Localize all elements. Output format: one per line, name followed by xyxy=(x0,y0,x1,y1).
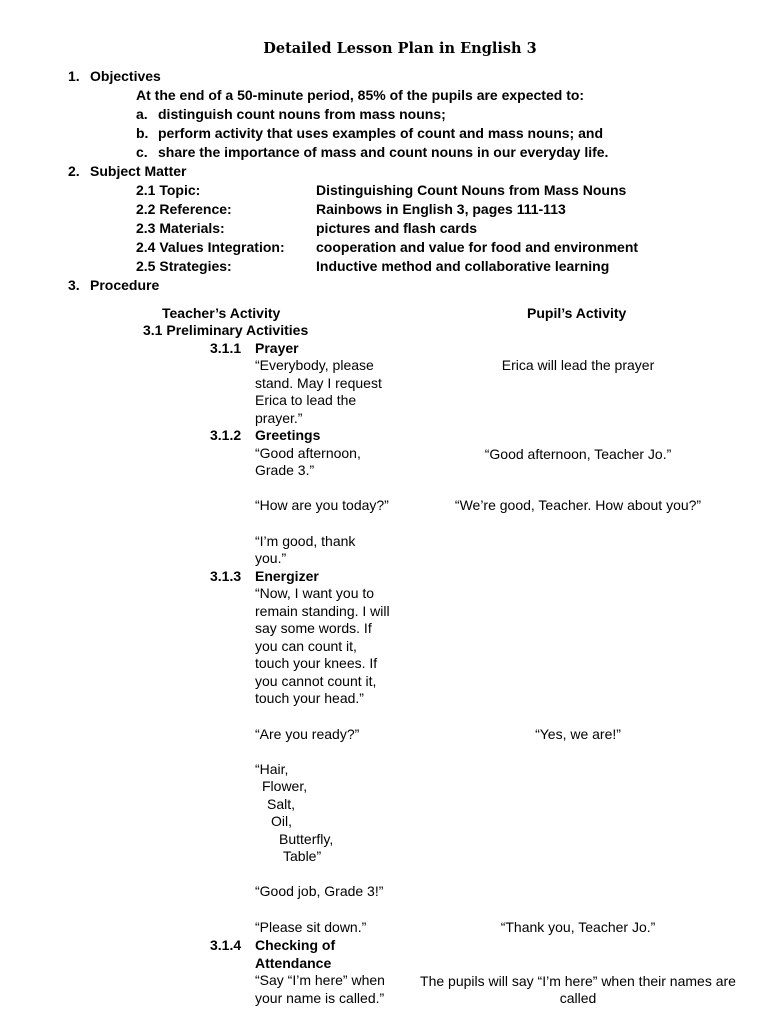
greetings-teacher-reply: “I’m good, thank xyxy=(255,533,356,549)
objective-c-text: share the importance of mass and count nouns in our everyday life. xyxy=(158,144,609,160)
materials-label: 2.3 Materials: xyxy=(136,220,225,236)
attendance-teacher-line: your name is called.” xyxy=(255,990,385,1006)
objectives-number: 1. xyxy=(68,68,80,84)
prayer-teacher-line: stand. May I request xyxy=(255,375,382,391)
energizer-praise: “Good job, Grade 3!” xyxy=(255,883,384,899)
attendance-heading: Attendance xyxy=(255,955,332,971)
prayer-heading: Prayer xyxy=(255,340,299,356)
energizer-word: Butterfly, xyxy=(279,831,334,847)
prayer-teacher-line: prayer.” xyxy=(255,410,303,426)
greetings-teacher-line: “Good afternoon, xyxy=(255,445,361,461)
strategies-value: Inductive method and collaborative learning xyxy=(316,258,610,274)
greetings-teacher-question: “How are you today?” xyxy=(255,497,389,513)
energizer-teacher-line: “Now, I want you to xyxy=(255,585,375,601)
energizer-word: Salt, xyxy=(267,796,296,812)
objective-b-letter: b. xyxy=(136,125,149,141)
prayer-teacher-line: “Everybody, please xyxy=(255,357,374,373)
energizer-heading: Energizer xyxy=(255,568,319,584)
prayer-pupil-response: Erica will lead the prayer xyxy=(501,357,655,373)
preliminary-activities-heading: 3.1 Preliminary Activities xyxy=(143,322,309,338)
energizer-teacher-line: say some words. If xyxy=(255,620,372,636)
greetings-pupil-answer: “We’re good, Teacher. How about you?” xyxy=(454,497,702,513)
objective-b-text: perform activity that uses examples of count and mass nouns; and xyxy=(158,125,603,141)
attendance-number: 3.1.4 xyxy=(210,937,242,953)
objective-a-text: distinguish count nouns from mass nouns; xyxy=(158,106,446,122)
attendance-pupil-line: The pupils will say “I’m here” when their names are xyxy=(420,973,736,989)
teacher-activity-header: Teacher’s Activity xyxy=(162,305,281,321)
document-title: Detailed Lesson Plan in English 3 xyxy=(263,40,537,57)
energizer-ready-answer: “Yes, we are!” xyxy=(535,726,621,742)
energizer-word: “Hair, xyxy=(255,761,289,777)
materials-value: pictures and flash cards xyxy=(316,220,478,236)
objective-a-letter: a. xyxy=(136,106,148,122)
attendance-pupil-line: called xyxy=(559,990,597,1006)
energizer-word: Table” xyxy=(283,848,322,864)
objectives-intro: At the end of a 50-minute period, 85% of the pupils are expected to: xyxy=(136,87,585,103)
energizer-ready-question: “Are you ready?” xyxy=(255,726,360,742)
prayer-number: 3.1.1 xyxy=(210,340,242,356)
energizer-teacher-line: remain standing. I will xyxy=(255,603,390,619)
energizer-word: Oil, xyxy=(271,813,292,829)
procedure-heading: Procedure xyxy=(90,277,160,293)
energizer-teacher-line: you cannot count it, xyxy=(255,673,377,689)
energizer-word: Flower, xyxy=(262,778,308,794)
prayer-teacher-line: Erica to lead the xyxy=(255,392,357,408)
pupil-activity-header: Pupil’s Activity xyxy=(527,305,627,321)
objectives-heading: Objectives xyxy=(90,68,161,84)
topic-value: Distinguishing Count Nouns from Mass Nouns xyxy=(316,182,627,198)
energizer-pupil-thanks: “Thank you, Teacher Jo.” xyxy=(500,919,656,935)
energizer-sit-down: “Please sit down.” xyxy=(255,919,367,935)
energizer-number: 3.1.3 xyxy=(210,568,242,584)
subject-matter-heading: Subject Matter xyxy=(90,163,187,179)
topic-label: 2.1 Topic: xyxy=(136,182,201,198)
greetings-number: 3.1.2 xyxy=(210,427,242,443)
greetings-teacher-reply: you.” xyxy=(255,550,287,566)
strategies-label: 2.5 Strategies: xyxy=(136,258,232,274)
reference-value: Rainbows in English 3, pages 111-113 xyxy=(316,201,566,217)
values-value: cooperation and value for food and environment xyxy=(316,239,639,255)
attendance-heading: Checking of xyxy=(255,937,336,953)
energizer-teacher-line: touch your head.” xyxy=(255,690,364,706)
energizer-teacher-line: touch your knees. If xyxy=(255,655,378,671)
procedure-number: 3. xyxy=(68,277,80,293)
greetings-heading: Greetings xyxy=(255,427,321,443)
values-label: 2.4 Values Integration: xyxy=(136,239,285,255)
greetings-pupil-response: “Good afternoon, Teacher Jo.” xyxy=(484,446,672,462)
energizer-teacher-line: you can count it, xyxy=(255,638,357,654)
reference-label: 2.2 Reference: xyxy=(136,201,232,217)
attendance-teacher-line: “Say “I’m here” when xyxy=(255,972,385,988)
objective-c-letter: c. xyxy=(136,144,148,160)
greetings-teacher-line: Grade 3.” xyxy=(255,462,315,478)
subject-matter-number: 2. xyxy=(68,163,80,179)
